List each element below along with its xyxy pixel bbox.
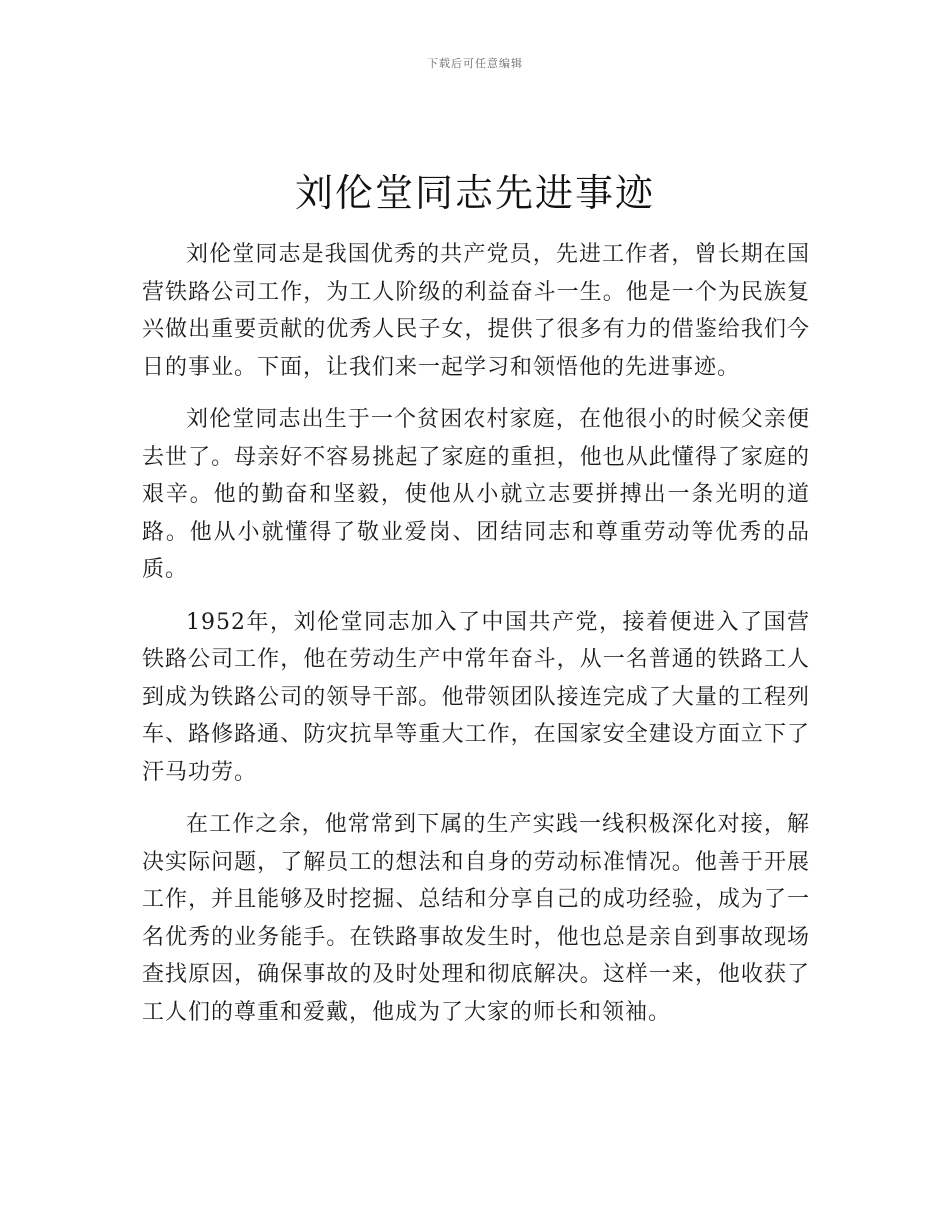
paragraph-work-style: 在工作之余，他常常到下属的生产实践一线积极深化对接，解决实际问题，了解员工的想法和自身的劳动标准情况。他善于开展工作，并且能够及时挖掘、总结和分享自己的成功经验，成为了一名优秀的业务能手。在铁路事故发生时，他也总是亲自到事故现场查找原因，确保事故的及时处理和彻底解决。这样一来，他收获了工人们的尊重和爱戴，他成为了大家的师长和领袖。 [142, 812, 810, 1025]
page-header: 下载后可任意编辑 [427, 57, 523, 70]
paragraph-career: 1952年，刘伦堂同志加入了中国共产党，接着便进入了国营铁路公司工作，他在劳动生产中常年奋斗，从一名普通的铁路工人到成为铁路公司的领导干部。他带领团队接连完成了大量的工程列车、路修路通、防灾抗旱等重大工作，在国家安全建设方面立下了汗马功劳。 [142, 609, 810, 785]
document-title: 刘伦堂同志先进事迹 [294, 171, 655, 215]
paragraph-childhood: 刘伦堂同志出生于一个贫困农村家庭，在他很小的时候父亲便去世了。母亲好不容易挑起了家庭的重担，他也从此懂得了家庭的艰辛。他的勤奋和坚毅，使他从小就立志要拼搏出一条光明的道路。他从小就懂得了敬业爱岗、团结同志和尊重劳动等优秀的品质。 [142, 407, 810, 582]
paragraph-intro: 刘伦堂同志是我国优秀的共产党员，先进工作者，曾长期在国营铁路公司工作，为工人阶级的利益奋斗一生。他是一个为民族复兴做出重要贡献的优秀人民子女，提供了很多有力的借鉴给我们今日的事业。下面，让我们来一起学习和领悟他的先进事迹。 [142, 242, 810, 380]
document-body [142, 236, 810, 1046]
